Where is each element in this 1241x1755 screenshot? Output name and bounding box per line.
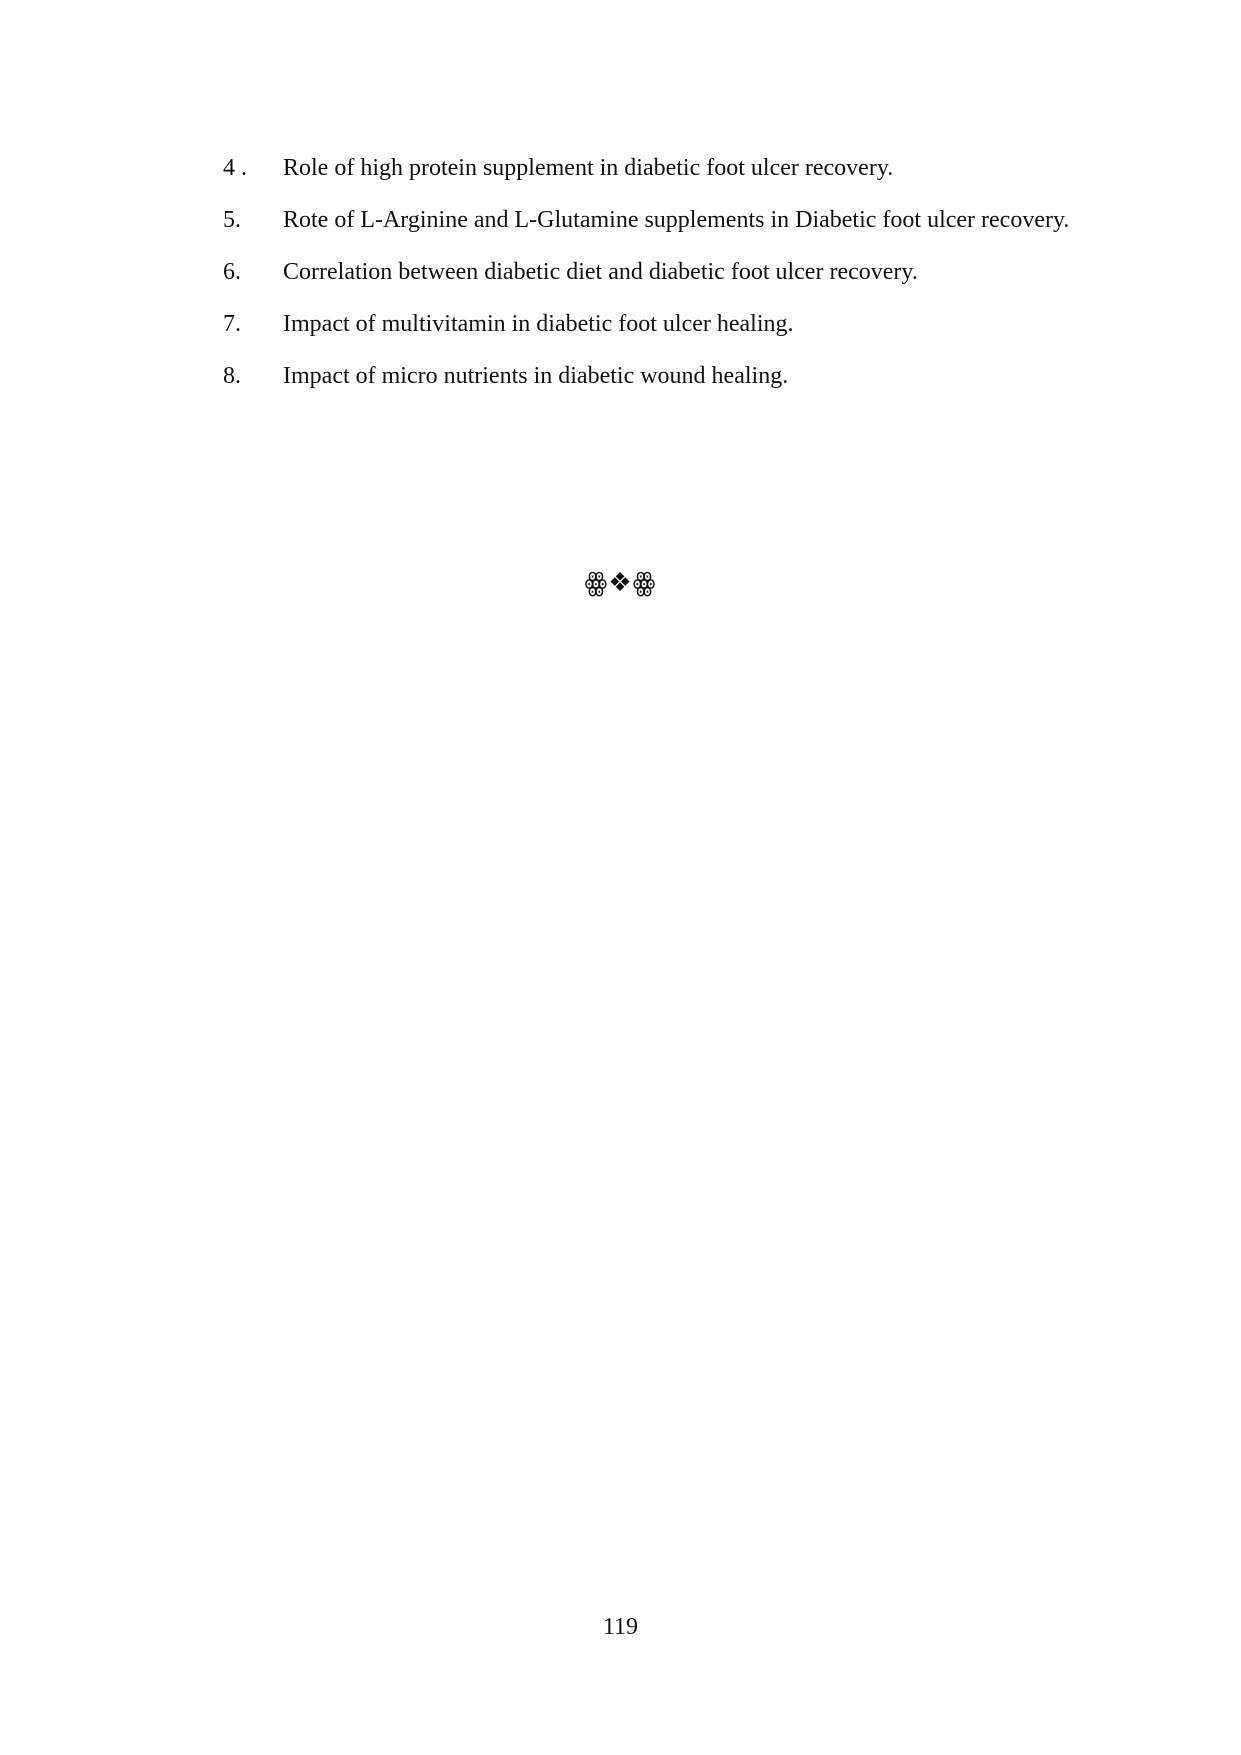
list-item — [223, 302, 1088, 346]
list-item-number: 8. — [223, 363, 241, 389]
list-item-text: Impact of micro nutrients in diabetic wound healing. — [283, 363, 789, 389]
list-item-number: 6. — [223, 259, 241, 285]
list-item — [223, 250, 1088, 294]
section-end-ornament: ꙮ❖ꙮ — [584, 568, 657, 597]
list-item-number: 4 . — [223, 155, 247, 181]
list-item — [223, 146, 1088, 190]
list-item — [223, 198, 1088, 242]
list-item-text: Correlation between diabetic diet and diabetic foot ulcer recovery. — [283, 259, 918, 285]
numbered-list — [223, 146, 1088, 406]
page-number: 119 — [602, 1614, 639, 1640]
list-item-number: 5. — [223, 207, 241, 233]
list-item-text: Rote of L-Arginine and L-Glutamine supplements in Diabetic foot ulcer recovery. — [283, 207, 1070, 233]
list-item — [223, 354, 1088, 398]
list-item-text: Impact of multivitamin in diabetic foot ulcer healing. — [283, 311, 794, 337]
list-item-number: 7. — [223, 311, 241, 337]
list-item-text: Role of high protein supplement in diabetic foot ulcer recovery. — [283, 155, 894, 181]
